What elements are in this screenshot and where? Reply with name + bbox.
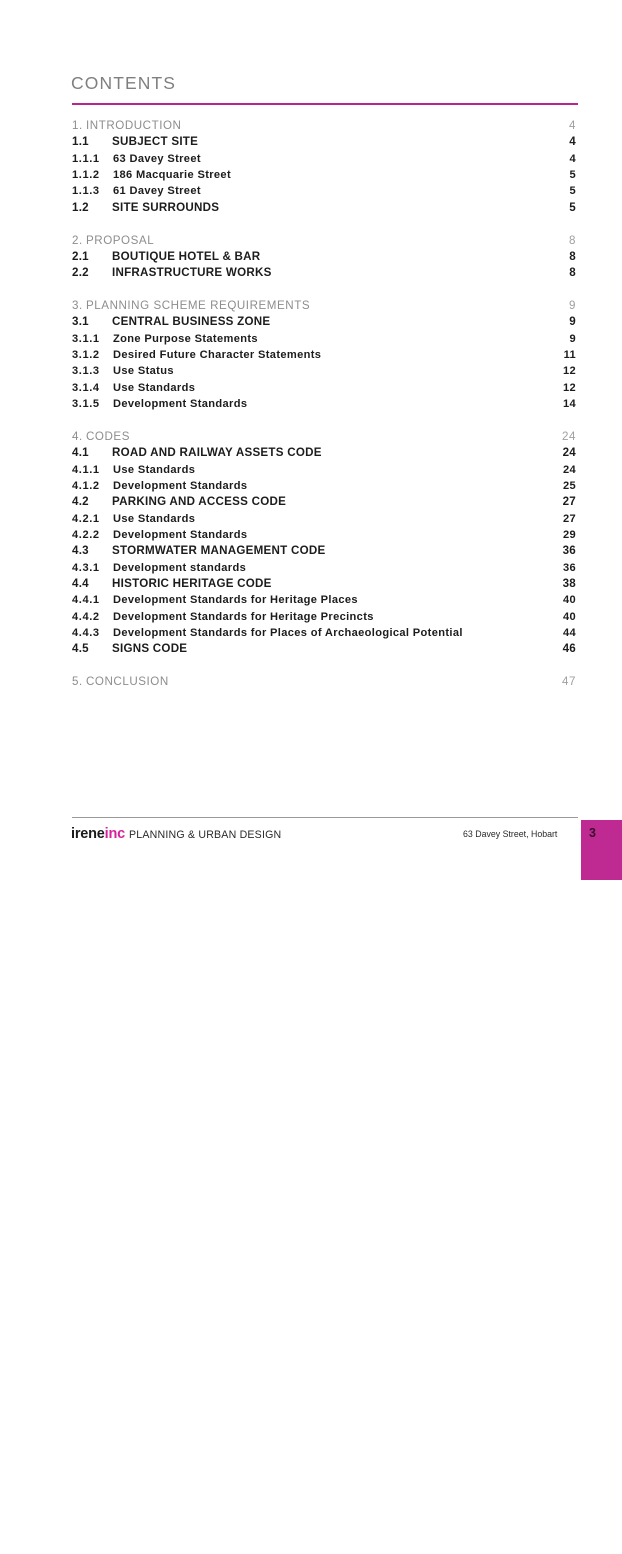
toc-entry-number: 4.4.2	[72, 610, 100, 623]
toc-entry-number: 1.1.2	[72, 169, 100, 182]
toc-entry[interactable]	[0, 380, 622, 396]
toc-entry-label: CONCLUSION	[86, 675, 169, 689]
toc-group-gap	[0, 216, 622, 233]
toc-entry-number: 4.1	[72, 446, 89, 460]
toc-entry-page: 8	[540, 265, 576, 1145]
toc-entry[interactable]	[0, 183, 622, 199]
toc-entry-label: STORMWATER MANAGEMENT CODE	[112, 544, 326, 558]
toc-entry-number: 4.4.3	[72, 627, 100, 640]
toc-entry-page: 29	[540, 527, 576, 1407]
toc-entry-number: 2.1	[72, 249, 89, 263]
toc-entry[interactable]	[0, 609, 622, 625]
toc-entry-number: 4.2	[72, 495, 89, 509]
toc-entry-number: 4.4.1	[72, 594, 100, 607]
toc-entry-label: SIGNS CODE	[112, 642, 188, 656]
toc-entry-label: CODES	[86, 430, 130, 443]
toc-entry[interactable]	[0, 429, 622, 445]
toc-group-gap	[0, 658, 622, 675]
toc-entry-number: 1.	[72, 119, 83, 132]
toc-entry-number: 1.1.1	[72, 152, 100, 165]
toc-entry-number: 3.1.4	[72, 381, 100, 394]
toc-entry-number: 3.1	[72, 315, 89, 329]
toc-entry-number: 4.3.1	[72, 561, 100, 574]
toc-entry-page: 4	[540, 134, 576, 1014]
toc-entry[interactable]	[0, 200, 622, 216]
toc-entry-label: Development Standards for Heritage Precincts	[113, 610, 374, 623]
toc-entry-label: HISTORIC HERITAGE CODE	[112, 577, 272, 591]
toc-entry-label: Development Standards	[113, 529, 248, 542]
toc-entry-page: 25	[540, 478, 576, 1358]
toc-entry[interactable]	[0, 674, 622, 690]
toc-entry-page: 14	[540, 396, 576, 1276]
toc-entry-label: INFRASTRUCTURE WORKS	[112, 266, 272, 280]
toc-entry-page: 11	[540, 347, 576, 1227]
toc-entry[interactable]	[0, 314, 622, 330]
toc-entry-label: Use Standards	[113, 512, 196, 525]
toc-entry-page: 5	[540, 200, 576, 1080]
toc-entry-page: 8	[540, 233, 576, 1113]
toc-entry[interactable]	[0, 478, 622, 494]
page-title: CONTENTS	[71, 73, 177, 93]
toc-entry[interactable]	[0, 167, 622, 183]
toc-entry[interactable]	[0, 396, 622, 412]
toc-entry[interactable]	[0, 233, 622, 249]
toc-entry-page: 9	[540, 331, 576, 1211]
toc-entry-number: 3.1.1	[72, 332, 100, 345]
toc-entry-label: Use Status	[113, 365, 174, 378]
footer-address: 63 Davey Street, Hobart	[463, 829, 558, 839]
toc-entry-label: Use Standards	[113, 463, 196, 476]
toc-entry-label: 186 Macquarie Street	[113, 169, 231, 182]
toc-entry[interactable]	[0, 511, 622, 527]
toc-entry-page: 24	[540, 462, 576, 1342]
toc-entry-number: 2.	[72, 233, 83, 247]
toc-entry[interactable]	[0, 592, 622, 608]
toc-entry-number: 1.2	[72, 200, 89, 214]
toc-entry-page: 36	[540, 560, 576, 1440]
toc-entry[interactable]	[0, 265, 622, 281]
toc-entry-number: 4.2.1	[72, 512, 100, 525]
toc-entry[interactable]	[0, 118, 622, 134]
toc-entry-number: 4.2.2	[72, 529, 100, 542]
toc-entry-number: 4.4	[72, 577, 89, 591]
page-number: 3	[589, 826, 596, 840]
toc-entry-page: 38	[540, 576, 576, 1456]
toc-entry-label: Desired Future Character Statements	[113, 349, 322, 362]
logo-accent-text: inc	[104, 826, 126, 842]
toc-entry-page: 36	[540, 543, 576, 1423]
toc-entry[interactable]	[0, 445, 622, 461]
toc-entry-page: 46	[540, 641, 576, 1521]
toc-entry-number: 1.1.3	[72, 185, 100, 198]
toc-group-gap	[0, 413, 622, 430]
toc-entry[interactable]	[0, 249, 622, 265]
toc-entry-label: SITE SURROUNDS	[112, 200, 220, 214]
toc-entry-number: 4.3	[72, 544, 89, 558]
toc-entry-page: 40	[540, 592, 576, 1472]
toc-entry-number: 3.1.5	[72, 398, 100, 411]
table-of-contents	[0, 118, 622, 691]
toc-entry[interactable]	[0, 527, 622, 543]
toc-entry-label: 61 Davey Street	[113, 185, 201, 198]
toc-entry-label: INTRODUCTION	[86, 119, 182, 132]
title-divider	[72, 103, 578, 105]
toc-entry-label: 63 Davey Street	[113, 152, 201, 165]
toc-entry-label: SUBJECT SITE	[112, 135, 199, 149]
toc-entry[interactable]	[0, 625, 622, 641]
toc-entry-page: 5	[540, 167, 576, 1047]
toc-entry-page: 12	[540, 380, 576, 1260]
company-logo	[71, 825, 281, 843]
toc-entry-page: 24	[540, 445, 576, 1325]
toc-entry-label: CENTRAL BUSINESS ZONE	[112, 315, 271, 329]
toc-entry-page: 8	[540, 249, 576, 1129]
toc-entry-page: 4	[540, 118, 576, 998]
toc-entry-label: Development Standards	[113, 480, 248, 493]
toc-entry-label: Zone Purpose Statements	[113, 332, 258, 345]
toc-entry[interactable]	[0, 462, 622, 478]
toc-entry-page: 40	[540, 609, 576, 1489]
toc-entry[interactable]	[0, 576, 622, 592]
toc-entry-number: 4.5	[72, 642, 89, 656]
toc-entry-number: 3.	[72, 299, 83, 313]
footer-divider	[72, 817, 578, 818]
toc-entry-page: 4	[540, 151, 576, 1031]
toc-entry-page: 27	[540, 511, 576, 1391]
toc-entry-page: 44	[540, 625, 576, 1505]
toc-entry-page: 24	[540, 429, 576, 1309]
toc-entry-label: Development Standards	[113, 398, 248, 411]
toc-entry-number: 2.2	[72, 266, 89, 280]
toc-entry-label: Use Standards	[113, 381, 196, 394]
toc-entry[interactable]	[0, 560, 622, 576]
toc-entry[interactable]	[0, 134, 622, 150]
toc-entry-label: Development standards	[113, 561, 247, 574]
toc-entry-page: 47	[540, 674, 576, 1554]
toc-entry-number: 4.	[72, 430, 83, 443]
toc-entry-label: Development Standards for Places of Archaeological Potential	[113, 627, 463, 640]
toc-entry[interactable]	[0, 151, 622, 167]
toc-entry-label: ROAD AND RAILWAY ASSETS CODE	[112, 446, 322, 460]
toc-entry[interactable]	[0, 641, 622, 657]
toc-entry-label: PROPOSAL	[86, 233, 155, 247]
toc-entry-label: Development Standards for Heritage Places	[113, 594, 358, 607]
toc-entry-label: PLANNING SCHEME REQUIREMENTS	[86, 299, 311, 313]
toc-entry-number: 4.1.2	[72, 480, 100, 493]
toc-entry-page: 5	[540, 183, 576, 1063]
toc-entry[interactable]	[0, 298, 622, 314]
toc-entry-number: 3.1.2	[72, 349, 100, 362]
logo-tagline: PLANNING & URBAN DESIGN	[129, 829, 282, 841]
toc-entry[interactable]	[0, 363, 622, 379]
toc-entry-label: BOUTIQUE HOTEL & BAR	[112, 249, 261, 263]
toc-group-gap	[0, 282, 622, 299]
toc-entry[interactable]	[0, 543, 622, 559]
toc-entry[interactable]	[0, 494, 622, 510]
toc-entry-number: 4.1.1	[72, 463, 100, 476]
toc-entry-label: PARKING AND ACCESS CODE	[112, 495, 287, 509]
page-number-badge	[581, 820, 622, 880]
toc-entry-number: 5.	[72, 675, 83, 689]
toc-entry-number: 1.1	[72, 135, 89, 149]
toc-entry-page: 12	[540, 363, 576, 1243]
toc-entry[interactable]	[0, 331, 622, 347]
toc-entry-page: 27	[540, 494, 576, 1374]
logo-primary-text: irene	[71, 826, 105, 842]
toc-entry-page: 9	[540, 298, 576, 1178]
toc-entry-number: 3.1.3	[72, 365, 100, 378]
toc-entry[interactable]	[0, 347, 622, 363]
toc-entry-page: 9	[540, 314, 576, 1194]
